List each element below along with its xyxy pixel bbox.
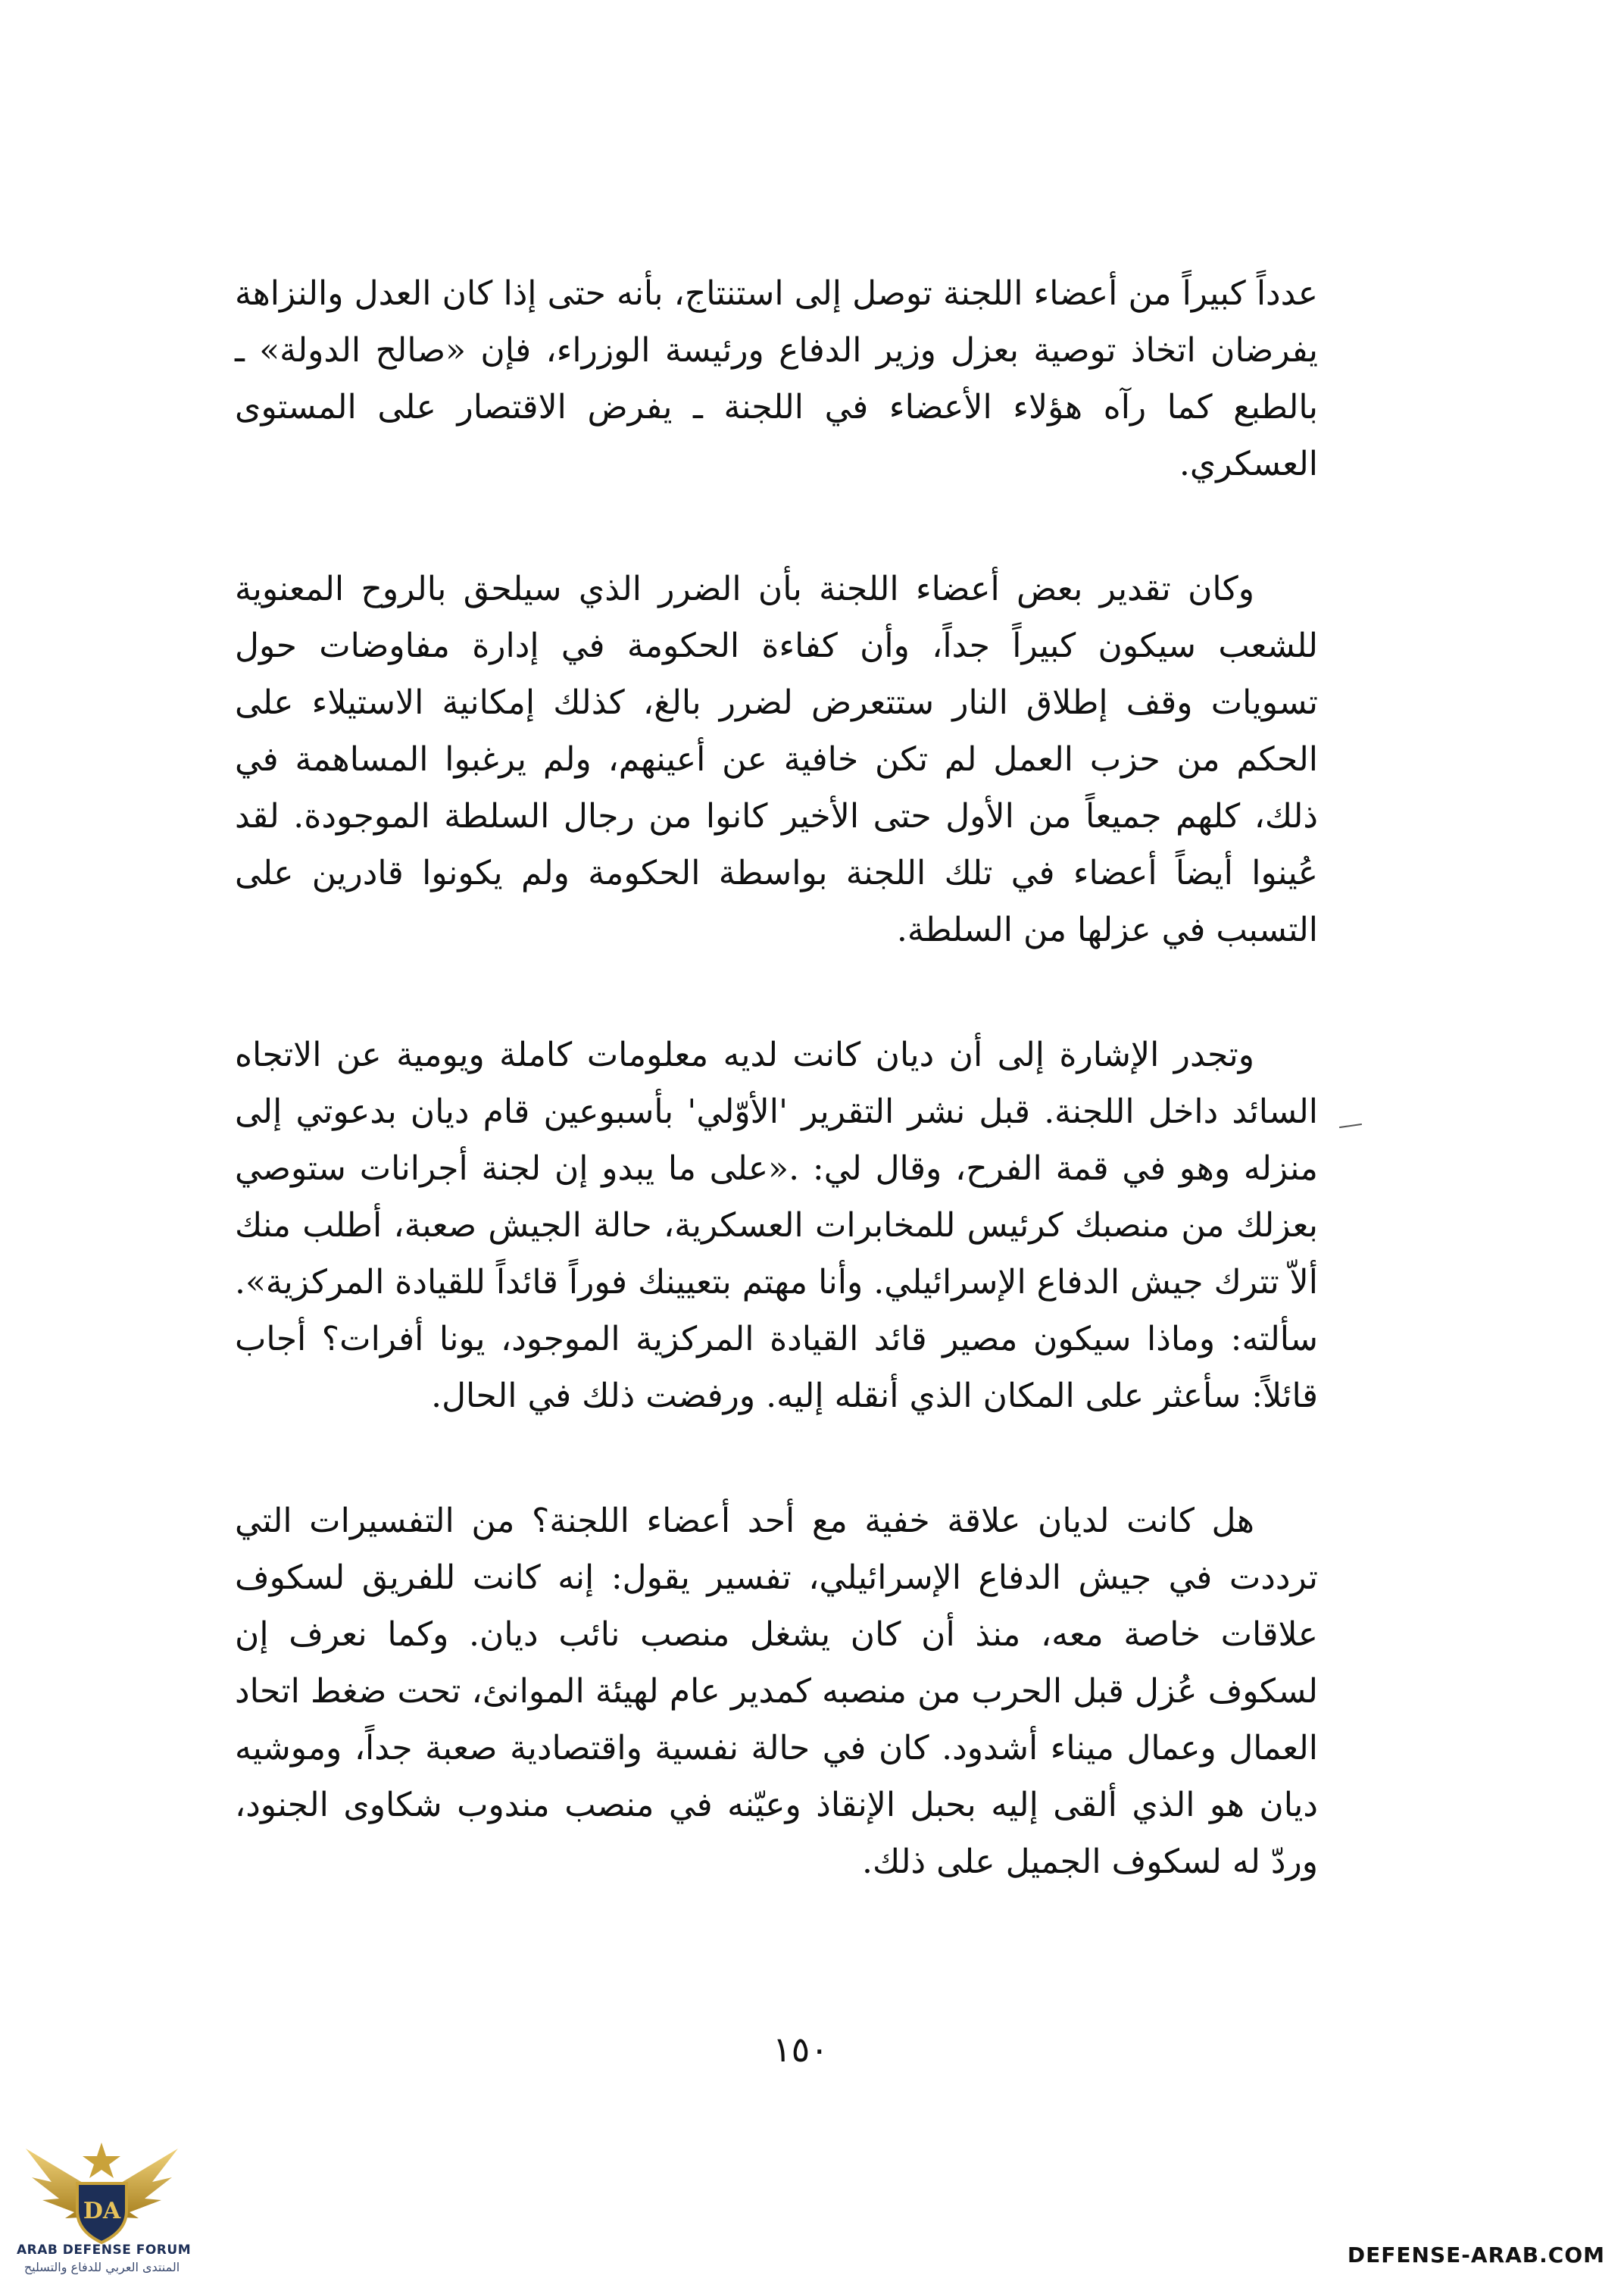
paragraph-1: عدداً كبيراً من أعضاء اللجنة توصل إلى استنتاج، بأنه حتى إذا كان العدل والنزاهة يفرضان اتخاذ توصية بعزل وزير الدفاع ورئيسة الوزراء، فإن «صالح الدولة» ـ بالطبع كما رآه هؤلاء الأعضاء في اللجنة ـ يفرض الاقتصار على المستوى العسكري. — [235, 274, 1318, 483]
page-body — [235, 265, 1318, 1890]
forum-logo — [17, 2136, 192, 2280]
paragraph-3: وتجدر الإشارة إلى أن ديان كانت لديه معلومات كاملة ويومية عن الاتجاه السائد داخل اللجنة. قبل نشر التقرير 'الأوّلي' بأسبوعين قام ديان بدعوتي إلى منزله وهو في قمة الفرح، وقال لي: .«على ما يبدو إن لجنة أجرانات ستوصي بعزلك من منصبك كرئيس للمخابرات العسكرية، حالة الجيش صعبة، أطلب منك ألاّ تترك جيش الدفاع الإسرائيلي. وأنا مهتم بتعيينك فوراً قائداً للقيادة المركزية». سألته: وماذا سيكون مصير قائد القيادة المركزية الموجود، يونا أفرات؟ أجاب قائلاً: سأعثر على المكان الذي أنقله إليه. ورفضت ذلك في الحال. — [235, 1036, 1318, 1415]
margin-pencil-mark — [1339, 1124, 1362, 1128]
paragraph-2: وكان تقدير بعض أعضاء اللجنة بأن الضرر الذي سيلحق بالروح المعنوية للشعب سيكون كبيراً جداً، وأن كفاءة الحكومة في إدارة مفاوضات حول تسويات وقف إطلاق النار ستتعرض لضرر بالغ، كذلك إمكانية الاستيلاء على الحكم من حزب العمل لم تكن خافية عن أعينهم، ولم يرغبوا المساهمة في ذلك، كلهم جميعاً من الأول حتى الأخير كانوا من رجال السلطة الموجودة. لقد عُينوا أيضاً أعضاء في تلك اللجنة بواسطة الحكومة ولم يكونوا قادرين على التسبب في عزلها من السلطة. — [235, 570, 1318, 949]
logo-subtitle: المنتدى العربي للدفاع والتسليح — [23, 2260, 180, 2274]
site-watermark: DEFENSE-ARAB.COM — [1347, 2243, 1605, 2268]
logo-title: ARAB DEFENSE FORUM — [17, 2243, 192, 2258]
logo-initials: DA — [83, 2198, 121, 2224]
page-number: ١٥٠ — [772, 2029, 829, 2070]
paragraph-4: هل كانت لديان علاقة خفية مع أحد أعضاء اللجنة؟ من التفسيرات التي ترددت في جيش الدفاع الإسرائيلي، تفسير يقول: إنه كانت للفريق لسكوف علاقات خاصة معه، منذ أن كان يشغل منصب نائب ديان. وكما نعرف إن لسكوف عُزل قبل الحرب من منصبه كمدير عام لهيئة الموانئ، تحت ضغط اتحاد العمال وعمال ميناء أشدود. كان في حالة نفسية واقتصادية صعبة جداً، وموشيه ديان هو الذي ألقى إليه بحبل الإنقاذ وعيّنه في منصب مندوب شكاوى الجنود، وردّ له لسكوف الجميل على ذلك. — [235, 1502, 1318, 1881]
winged-emblem-icon — [17, 2136, 187, 2250]
